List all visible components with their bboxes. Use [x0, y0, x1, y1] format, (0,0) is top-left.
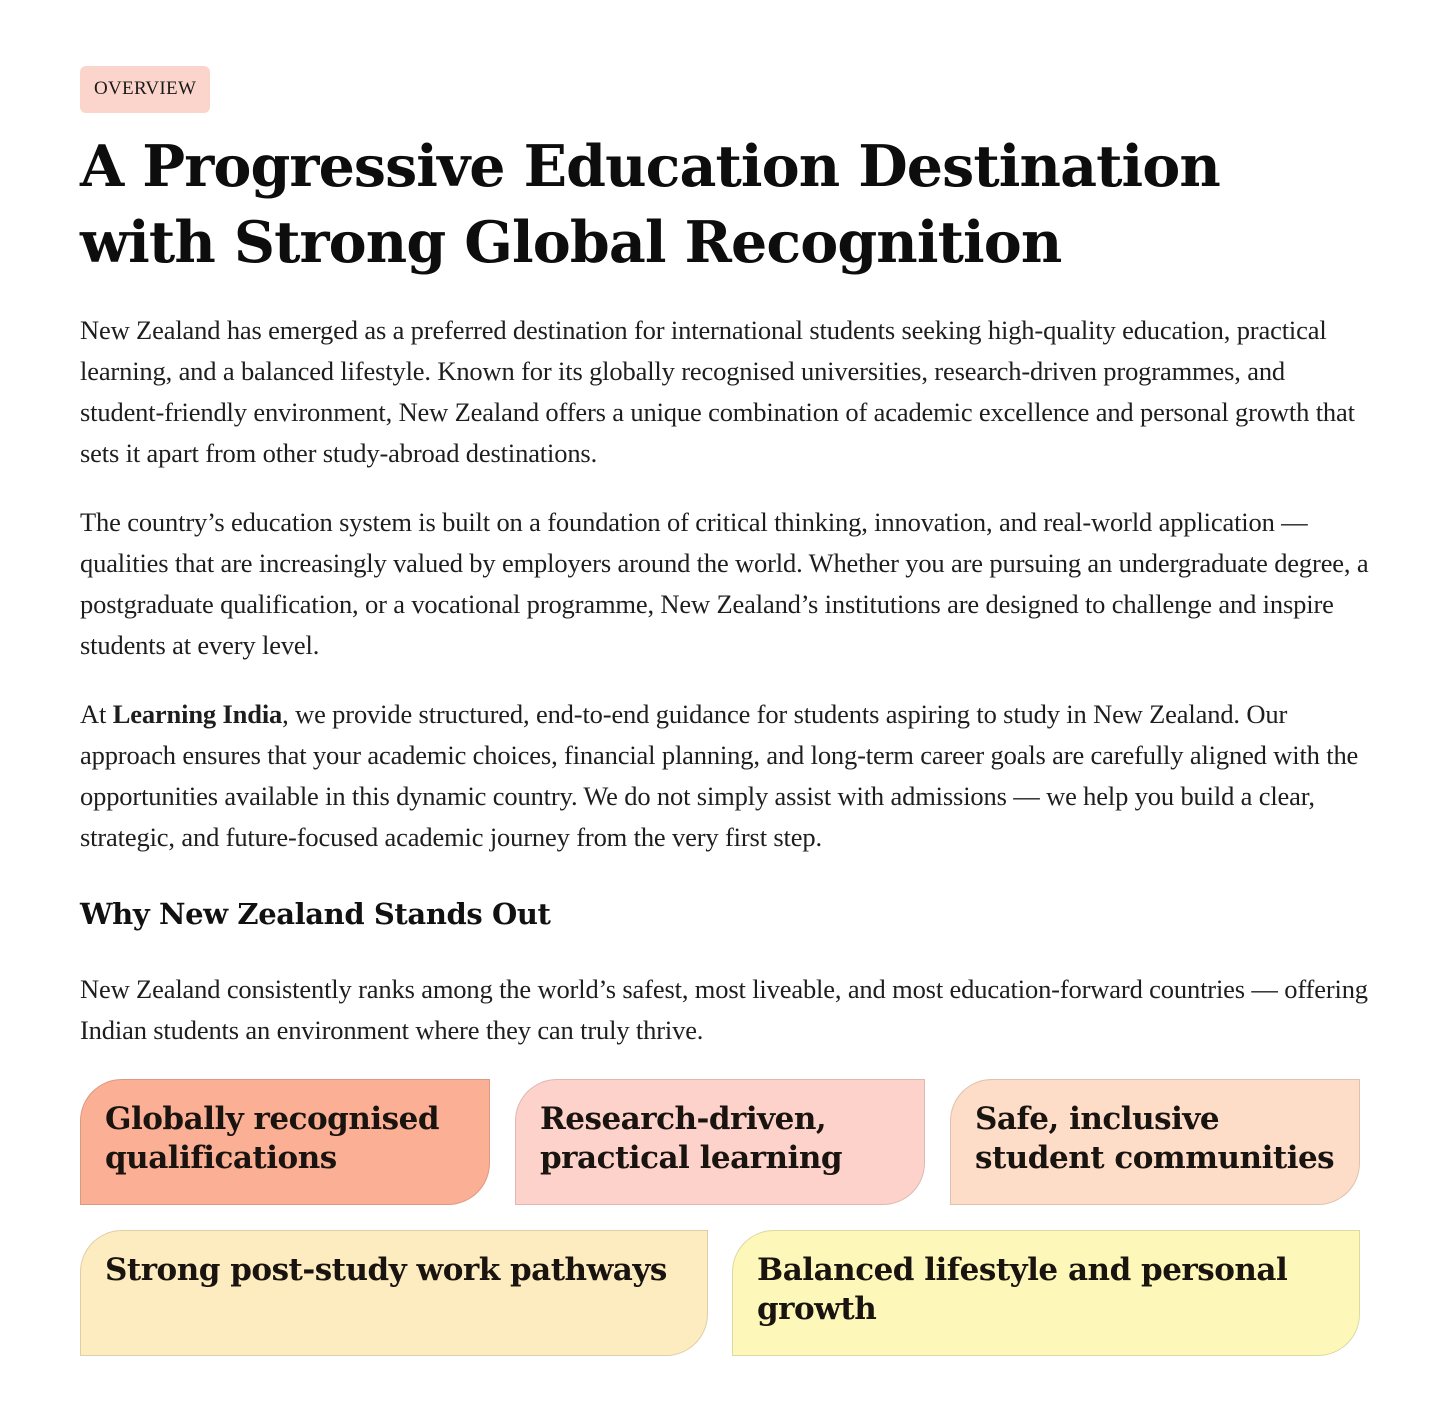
feature-card-safe-communities: Safe, inclusive student communities — [950, 1079, 1360, 1205]
page-title: A Progressive Education Destination with Strong Global Recognition — [80, 133, 1220, 276]
paragraph-prefix: At — [80, 699, 113, 729]
learning-india-paragraph — [80, 694, 1370, 858]
brand-name: Learning India — [112, 699, 283, 729]
education-system-paragraph: The country’s education system is built on a foundation of critical thinking, innovation, and real-world application — qualities that are increasingly valued by employers around the world. Whether you are pursuing an undergraduate degree, a postgraduate qualification, or a vocational programme, New Zealand’s institutions are designed to challenge and inspire students at every level. — [80, 507, 1369, 660]
feature-card-balanced-lifestyle: Balanced lifestyle and personal growth — [732, 1230, 1360, 1356]
feature-card-post-study-work: Strong post-study work pathways — [80, 1230, 708, 1356]
paragraph-body: , we provide structured, end-to-end guidance for students aspiring to study in New Zealand. Our approach ensures that your academic choices, financial planning, and long-term career goals are carefully aligned with the opportunities available in this dynamic country. We do not simply assist with admissions — we help you build a clear, strategic, and future-focused academic journey from the very first step. — [80, 699, 1359, 852]
why-heading: Why New Zealand Stands Out — [80, 897, 551, 931]
feature-card-practical-learning: Research-driven, practical learning — [515, 1079, 925, 1205]
why-intro-paragraph: New Zealand consistently ranks among the world’s safest, most liveable, and most education-forward countries — offering Indian students an environment where they can truly thrive. — [80, 974, 1368, 1045]
section-tag: OVERVIEW — [80, 66, 210, 113]
feature-card-recognised-qualifications: Globally recognised qualifications — [80, 1079, 490, 1205]
overview-section — [80, 66, 1369, 1327]
intro-paragraph: New Zealand has emerged as a preferred destination for international students seeking high-quality education, practical learning, and a balanced lifestyle. Known for its globally recognised universities, research-driven programmes, and student-friendly environment, New Zealand offers a unique combination of academic excellence and personal growth that sets it apart from other study-abroad destinations. — [80, 315, 1355, 468]
